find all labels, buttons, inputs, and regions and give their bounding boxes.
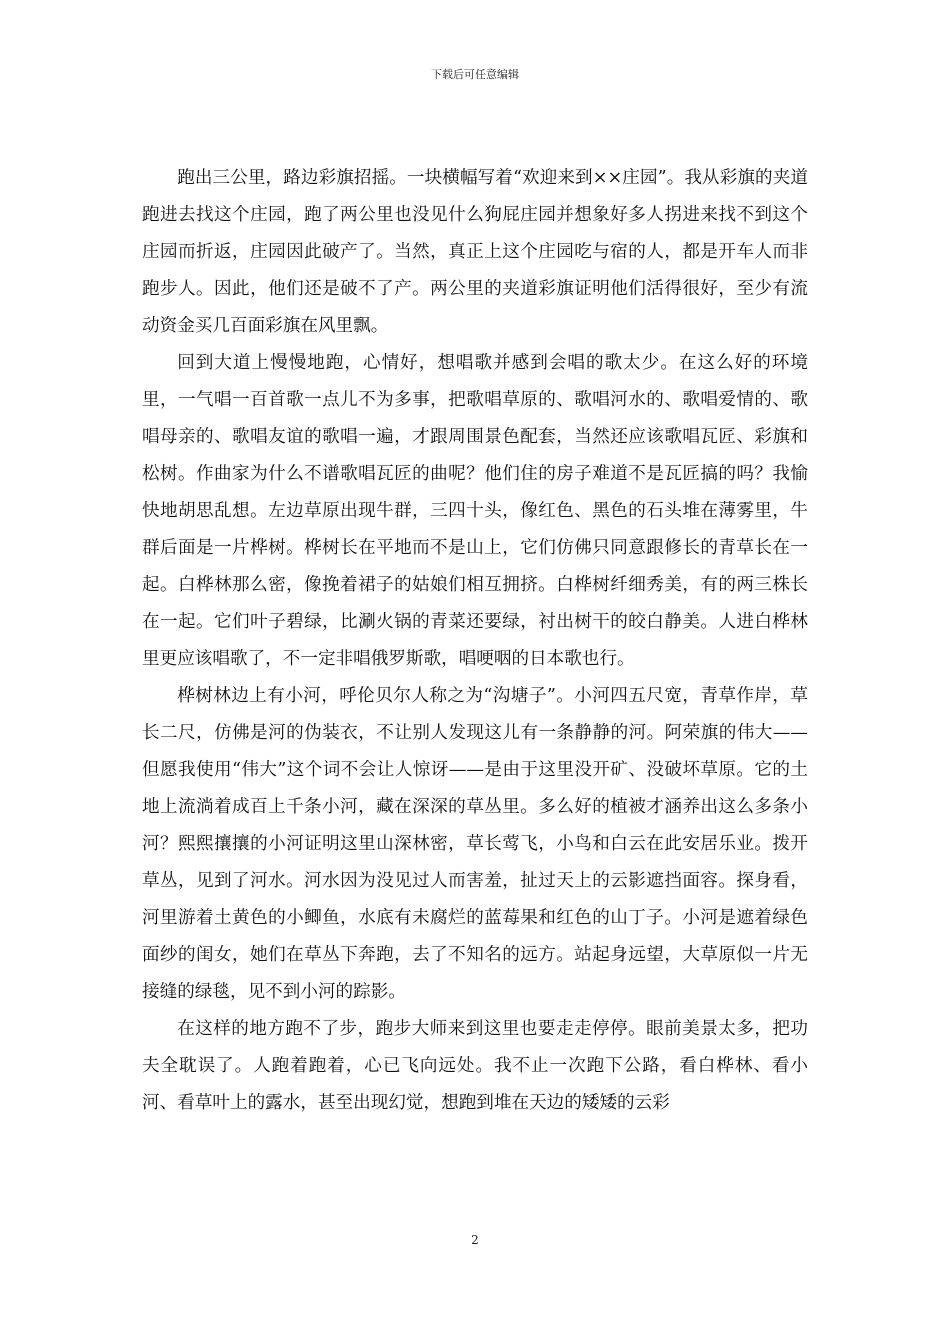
paragraph-1: 跑出三公里，路边彩旗招摇。一块横幅写着“欢迎来到××庄园”。我从彩旗的夹道跑进去找这个庄园，跑了两公里也没见什么狗屁庄园并想象好多人拐进来找不到这个庄园而折返，庄园因此破产了。当然，真正上这个庄园吃与宿的人，都是开车人而非跑步人。因此，他们还是破不了产。两公里的夹道彩旗证明他们活得很好，至少有流动资金买几百面彩旗在风里飘。: [142, 168, 808, 336]
page-header: 下载后可任意编辑: [431, 68, 519, 81]
page-number: 2: [471, 1233, 479, 1247]
paragraph-2: 回到大道上慢慢地跑，心情好，想唱歌并感到会唱的歌太少。在这么好的环境里，一气唱一百首歌一点儿不为多事，把歌唱草原的、歌唱河水的、歌唱爱情的、歌唱母亲的、歌唱友谊的歌唱一遍，才跟周围景色配套，当然还应该歌唱瓦匠、彩旗和松树。作曲家为什么不谱歌唱瓦匠的曲呢？他们住的房子难道不是瓦匠搞的吗？我愉快地胡思乱想。左边草原出现牛群，三四十头，像红色、黑色的石头堆在薄雾里，牛群后面是一片桦树。桦树长在平地而不是山上，它们仿佛只同意跟修长的青草长在一起。白桦林那么密，像挽着裙子的姑娘们相互拥挤。白桦树纤细秀美，有的两三株长在一起。它们叶子碧绿，比涮火锅的青菜还要绿，衬出树干的皎白静美。人进白桦林里更应该唱歌了，不一定非唱俄罗斯歌，唱哽咽的日本歌也行。: [142, 353, 808, 669]
paragraph-4: 在这样的地方跑不了步，跑步大师来到这里也要走走停停。眼前美景太多，把功夫全耽误了。人跑着跑着，心已飞向远处。我不止一次跑下公路，看白桦林、看小河、看草叶上的露水，甚至出现幻觉，想跑到堆在天边的矮矮的云彩: [142, 1019, 808, 1113]
paragraph-3: 桦树林边上有小河，呼伦贝尔人称之为“沟塘子”。小河四五尺宽，青草作岸，草长二尺，仿佛是河的伪装衣，不让别人发现这儿有一条静静的河。阿荣旗的伟大——但愿我使用“伟大”这个词不会让人惊讶——是由于这里没开矿、没破坏草原。它的土地上流淌着成百上千条小河，藏在深深的草丛里。多么好的植被才涵养出这么多条小河？熙熙攘攘的小河证明这里山深林密，草长莺飞，小鸟和白云在此安居乐业。拨开草丛，见到了河水。河水因为没见过人而害羞，扯过天上的云影遮挡面容。探身看，河里游着土黄色的小鲫鱼，水底有未腐烂的蓝莓果和红色的山丁子。小河是遮着绿色面纱的闺女，她们在草丛下奔跑，去了不知名的远方。站起身远望，大草原似一片无接缝的绿毯，见不到小河的踪影。: [142, 686, 808, 1002]
body-text: [142, 160, 808, 1122]
